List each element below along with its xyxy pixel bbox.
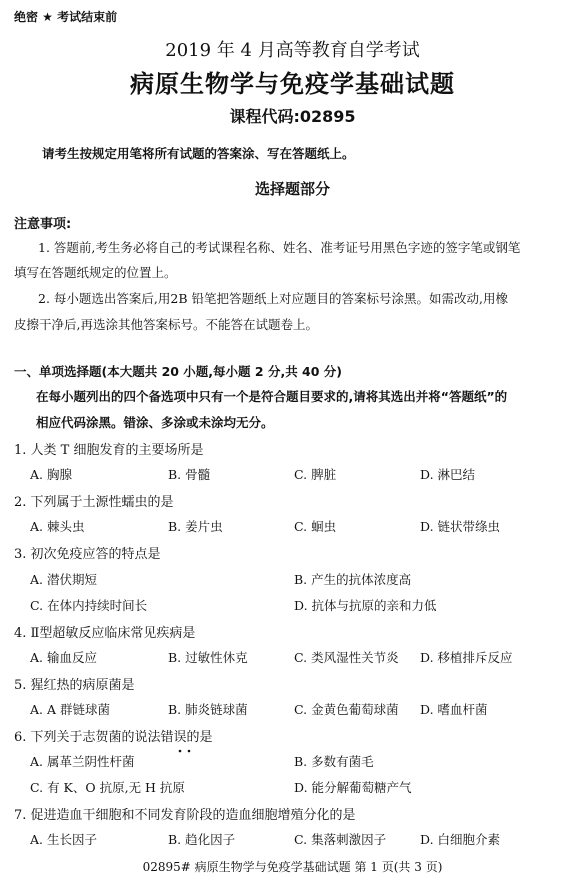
- question-4-option-d: D. 移植排斥反应: [420, 650, 513, 665]
- section-title: 选择题部分: [254, 180, 330, 198]
- question-3-option-a: A. 潜伏期短: [30, 572, 97, 587]
- question-5-option-d: D. 嗜血杆菌: [420, 702, 488, 717]
- page-footer: 02895# 病原生物学与免疫学基础试题 第 1 页(共 3 页): [142, 860, 443, 874]
- question-4-option-c: C. 类风湿性关节炎: [294, 650, 399, 665]
- question-5-option-c: C. 金黄色葡萄球菌: [294, 702, 399, 717]
- question-4-option-b: B. 过敏性休克: [168, 650, 248, 665]
- question-3-option-b: B. 产生的抗体浓度高: [294, 572, 412, 587]
- question-4-stem: 4. Ⅱ型超敏反应临床常见疾病是: [14, 626, 196, 641]
- question-2-option-a: A. 棘头虫: [30, 519, 85, 534]
- question-4-option-a: A. 输血反应: [30, 650, 97, 665]
- question-2-option-c: C. 蛔虫: [294, 519, 337, 534]
- exam-session-line: 2019 年 4 月高等教育自学考试: [165, 40, 420, 61]
- question-3-option-c: C. 在体内持续时间长: [30, 598, 148, 613]
- course-code: 课程代码:02895: [229, 107, 356, 126]
- note-2-line-1: 2. 每小题选出答案后,用2B 铅笔把答题纸上对应题目的答案标号涂黑。如需改动,用橡: [38, 291, 508, 306]
- part1-desc-line-1: 在每小题列出的四个备选项中只有一个是符合题目要求的,请将其选出并将“答题纸”的: [36, 389, 508, 404]
- emphasis-dots-graphic: [177, 748, 201, 754]
- notes-heading: 注意事项:: [14, 217, 72, 232]
- question-1-option-c: C. 脾脏: [294, 467, 337, 482]
- question-7-option-c: C. 集落刺激因子: [294, 832, 387, 847]
- question-6-option-a: A. 属革兰阴性杆菌: [30, 754, 135, 769]
- question-7-stem: 7. 促进造血干细胞和不同发育阶段的造血细胞增殖分化的是: [14, 808, 356, 823]
- question-2-option-b: B. 姜片虫: [168, 519, 223, 534]
- question-7-option-b: B. 趋化因子: [168, 832, 236, 847]
- question-6-option-c: C. 有 K、O 抗原,无 H 抗原: [30, 780, 185, 795]
- question-6-option-d: D. 能分解葡萄糖产气: [294, 780, 412, 795]
- answer-instruction: 请考生按规定用笔将所有试题的答案涂、写在答题纸上。: [42, 146, 355, 161]
- part1-desc-line-2: 相应代码涂黑。错涂、多涂或未涂均无分。: [36, 415, 274, 430]
- question-7-option-d: D. 白细胞介素: [420, 832, 501, 847]
- question-1-option-d: D. 淋巴结: [420, 467, 476, 482]
- note-2-line-2: 皮擦干净后,再选涂其他答案标号。不能答在试题卷上。: [14, 317, 318, 332]
- emphasis-dots: [177, 739, 201, 758]
- note-1-line-2: 填写在答题纸规定的位置上。: [14, 265, 177, 280]
- question-3-option-d: D. 抗体与抗原的亲和力低: [294, 598, 437, 613]
- question-5-stem: 5. 猩红热的病原菌是: [14, 678, 135, 693]
- exam-title: 病原生物学与免疫学基础试题: [130, 70, 455, 98]
- question-1-stem: 1. 人类 T 细胞发育的主要场所是: [14, 443, 204, 458]
- question-5-option-b: B. 肺炎链球菌: [168, 702, 248, 717]
- question-5-option-a: A. A 群链球菌: [30, 702, 110, 717]
- question-2-option-d: D. 链状带绦虫: [420, 519, 501, 534]
- question-6-stem: 6. 下列关于志贺菌的说法错误的是: [14, 730, 213, 745]
- question-1-option-a: A. 胸腺: [30, 467, 72, 482]
- question-1-option-b: B. 骨髓: [168, 467, 211, 482]
- confidential-label: 绝密 ★ 考试结束前: [14, 10, 118, 24]
- part1-heading: 一、单项选择题(本大题共 20 小题,每小题 2 分,共 40 分): [14, 364, 343, 379]
- question-3-stem: 3. 初次免疫应答的特点是: [14, 547, 161, 562]
- note-1-line-1: 1. 答题前,考生务必将自己的考试课程名称、姓名、准考证号用黑色字迹的签字笔或钢笔: [38, 240, 521, 255]
- question-7-option-a: A. 生长因子: [30, 832, 97, 847]
- question-2-stem: 2. 下列属于土源性蠕虫的是: [14, 495, 174, 510]
- question-6-option-b: B. 多数有菌毛: [294, 754, 374, 769]
